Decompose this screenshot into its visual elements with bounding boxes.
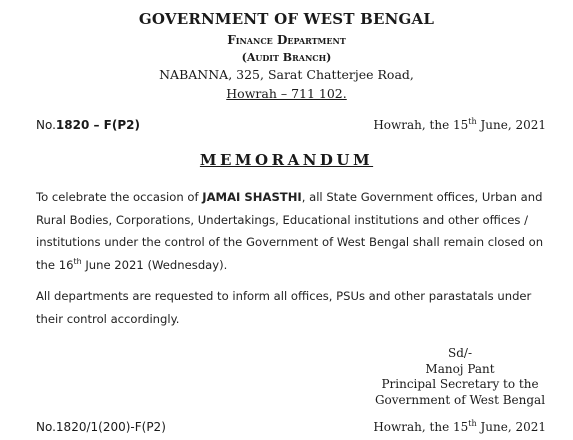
signatory-designation-2: Government of West Bengal: [374, 392, 546, 407]
branch-heading: (Audit Branch): [241, 51, 332, 64]
endorsement-date-prefix: Howrah, the 15: [373, 420, 469, 434]
signatory-name: Manoj Pant: [425, 361, 495, 376]
paragraph-2-line-2: their control accordingly.: [36, 311, 180, 326]
memo-title: MEMORANDUM: [199, 151, 374, 169]
reference-row-bottom: [36, 420, 546, 434]
memo-date-sup: th: [468, 117, 477, 126]
signatory-designation-1: Principal Secretary to the: [381, 377, 539, 391]
paragraph-2: [36, 285, 548, 330]
memo-number-prefix: No.: [36, 118, 56, 132]
p1-line4-sup: th: [73, 256, 82, 266]
p1-line1-text-b: , all State Government offices, Urban and: [301, 190, 543, 204]
government-heading: GOVERNMENT OF WEST BENGAL: [138, 10, 435, 28]
reference-row-top: [36, 118, 546, 132]
memo-date-prefix: Howrah, the 15: [373, 118, 469, 132]
endorsement-date: [373, 420, 546, 434]
paragraph-1: [36, 186, 548, 276]
paragraph-2-line-1: All departments are requested to inform all offices, PSUs and other parastatals under: [36, 289, 532, 303]
address-line-2: Howrah – 711 102.: [226, 86, 347, 101]
signature-sd: Sd/-: [448, 346, 472, 360]
memo-number-value: 1820 – F(P2): [55, 118, 140, 132]
p1-line4-text-a: the 16: [36, 257, 74, 272]
endorsement-date-suffix: June, 2021: [476, 420, 546, 434]
occasion-name: JAMAI SHASTHI: [202, 190, 302, 204]
memo-number: [36, 118, 140, 132]
p1-line4-text-b: June 2021 (Wednesday).: [81, 257, 228, 272]
memo-date: [373, 118, 546, 132]
paragraph-1-line-1: [36, 186, 548, 209]
endorsement-number: No.1820/1(200)-F(P2): [36, 420, 166, 434]
p1-line1-text-a: To celebrate the occasion of: [36, 190, 203, 204]
paragraph-1-line-4: [36, 254, 548, 277]
department-heading: Finance Department: [227, 33, 346, 47]
address-line-1: NABANNA, 325, Sarat Chatterjee Road,: [159, 67, 414, 82]
signature-block: [350, 346, 570, 408]
paragraph-1-line-2: Rural Bodies, Corporations, Undertakings, Educational institutions and other offices /: [36, 212, 528, 227]
paragraph-1-line-3: institutions under the control of the Government of West Bengal shall remain closed on: [36, 235, 544, 249]
endorsement-date-sup: th: [468, 419, 477, 428]
memo-date-suffix: June, 2021: [476, 118, 546, 132]
